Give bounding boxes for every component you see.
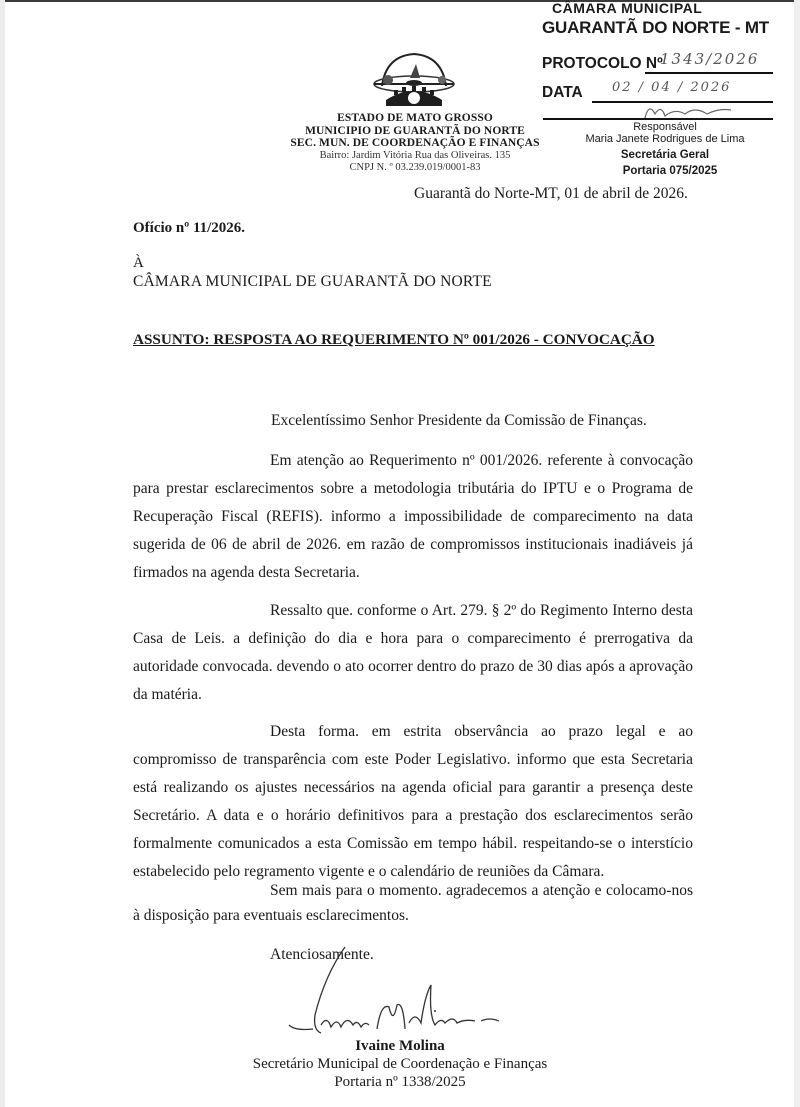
body-paragraph-1 (133, 447, 693, 587)
signer-block (230, 1037, 570, 1091)
body-paragraph-2 (133, 597, 693, 709)
stamp-protocol-label: PROTOCOLO Nº (542, 55, 663, 72)
handwritten-signature (285, 945, 545, 1045)
page-left-edge (0, 0, 5, 1107)
signer-name: Ivaine Molina (355, 1038, 445, 1054)
municipal-coat-of-arms-logo (368, 50, 460, 108)
stamp-city-line: GUARANTÃ DO NORTE - MT (542, 18, 769, 37)
stamp-protocol-line (645, 72, 773, 74)
place-date: Guarantã do Norte-MT, 01 de abril de 2026. (414, 185, 688, 202)
letterhead-department: SEC. MUN. DE COORDENAÇÃO E FINANÇAS (290, 137, 540, 149)
recipient: CÂMARA MUNICIPAL DE GUARANTÃ DO NORTE (133, 273, 492, 290)
stamp-date-handwritten: 02 / 04 / 2026 (612, 80, 732, 95)
letterhead-state: ESTADO DE MATO GROSSO (337, 112, 493, 124)
recipient-prefix: À (133, 255, 144, 271)
letterhead-address: Bairro: Jardim Vitória Rua das Oliveiras. 135 (319, 149, 511, 161)
paragraph-text: Ressalto que. conforme o Art. 279. § 2º do Regimento Interno desta Casa de Leis. a definição do dia e hora para o comparecimento é prerrogativa da autoridade convocada. devendo o ato ocorrer dentro do prazo de 30 dias após a aprovação da matéria. (133, 602, 693, 703)
stamp-responsible-label: Responsável (633, 121, 697, 133)
stamp-top-line: CÂMARA MUNICIPAL (552, 0, 703, 16)
stamp-date-label: DATA (542, 84, 583, 101)
closing: Atenciosamente. (270, 946, 374, 963)
stamp-protocol-handwritten: 1343/2026 (660, 50, 760, 68)
stamp-responsible-name: Maria Janete Rodrigues de Lima (585, 133, 745, 145)
page-right-edge (794, 0, 800, 1107)
paragraph-text: Em atenção ao Requerimento nº 001/2026. referente à convocação para prestar esclarecimentos sobre a metodologia tributária do IPTU e o Programa de Recuperação Fiscal (REFIS). informo a impossibilidade de comparecimento na data sugerida de 06 de abril de 2026. em razão de compromissos institucionais inadiáveis já firmados na agenda desta Secretaria. (133, 452, 693, 581)
paragraph-text: Sem mais para o momento. agradecemos a atenção e colocamo-nos à disposição para eventuais esclarecimentos. (133, 882, 693, 924)
stamp-responsible-role: Secretária Geral (620, 149, 710, 161)
paragraph-text: Desta forma. em estrita observância ao prazo legal e ao compromisso de transparência com este Poder Legislativo. informo que esta Secretaria está realizando os ajustes necessários na agenda oficial para garantir a presença deste Secretário. A data e o horário definitivos para a prestação dos esclarecimentos serão formalmente comunicados a esta Comissão em tempo hábil. respeitando-se o interstício estabelecido pelo regramento vigente e o calendário de reuniões da Câmara. (133, 723, 693, 880)
signer-role: Secretário Municipal de Coordenação e Finanças (252, 1056, 548, 1072)
subject-heading: ASSUNTO: RESPOSTA AO REQUERIMENTO Nº 001/2026 - CONVOCAÇÃO (133, 331, 655, 348)
signer-portaria: Portaria nº 1338/2025 (334, 1074, 466, 1090)
letterhead-municipality: MUNICIPIO DE GUARANTÃ DO NORTE (305, 124, 525, 137)
letterhead-cnpj: CNPJ N. º 03.239.019/0001-83 (349, 162, 481, 173)
body-paragraph-3 (133, 718, 693, 886)
stamp-responsible-portaria: Portaria 075/2025 (622, 165, 718, 177)
oficio-number: Ofício nº 11/2026. (133, 220, 246, 236)
letterhead (250, 112, 580, 175)
salutation: Excelentíssimo Senhor Presidente da Comissão de Finanças. (271, 412, 647, 429)
body-paragraph-4 (133, 878, 693, 928)
